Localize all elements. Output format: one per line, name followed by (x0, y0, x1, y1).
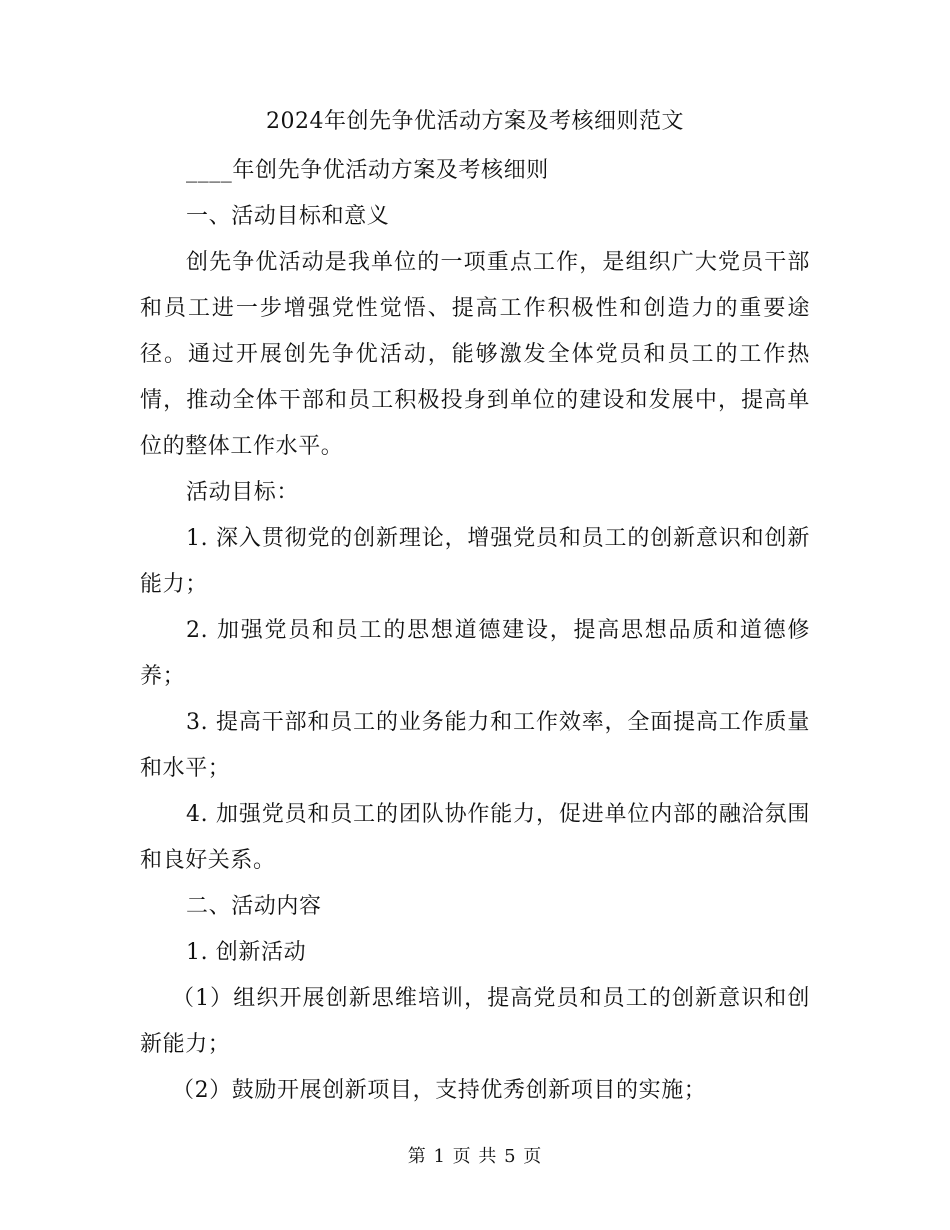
content-item-2: （2）鼓励开展创新项目，支持优秀创新项目的实施； (172, 1078, 707, 1103)
subsection-heading-1: 1. 创新活动 (186, 940, 307, 965)
goal-item-1: 1. 深入贯彻党的创新理论，增强党员和员工的创新意识和创新能力； (140, 526, 810, 597)
document-title: 2024年创先争优活动方案及考核细则范文 (266, 109, 684, 134)
paragraph-intro: 创先争优活动是我单位的一项重点工作，是组织广大党员干部和员工进一步增强党性觉悟、提高工作积极性和创造力的重要途径。通过开展创先争优活动，能够激发全体党员和员工的工作热情，推动全体干部和员工积极投身到单位的建设和发展中，提高单位的整体工作水平。 (140, 250, 810, 459)
document-body (140, 148, 810, 1114)
content-item-1: （1）组织开展创新思维培训，提高党员和员工的创新意识和创新能力； (140, 986, 810, 1057)
section-heading-2: 二、活动内容 (186, 894, 322, 919)
goal-item-2: 2. 加强党员和员工的思想道德建设，提高思想品质和道德修养； (140, 618, 810, 689)
section-heading-1: 一、活动目标和意义 (186, 204, 390, 229)
page-footer: 第 1 页 共 5 页 (407, 1146, 543, 1167)
paragraph-goals-label: 活动目标： (186, 480, 300, 505)
goal-item-3: 3. 提高干部和员工的业务能力和工作效率，全面提高工作质量和水平； (140, 710, 810, 781)
paragraph-subtitle: ____年创先争优活动方案及考核细则 (186, 158, 549, 183)
goal-item-4: 4. 加强党员和员工的团队协作能力，促进单位内部的融洽氛围和良好关系。 (140, 802, 810, 873)
